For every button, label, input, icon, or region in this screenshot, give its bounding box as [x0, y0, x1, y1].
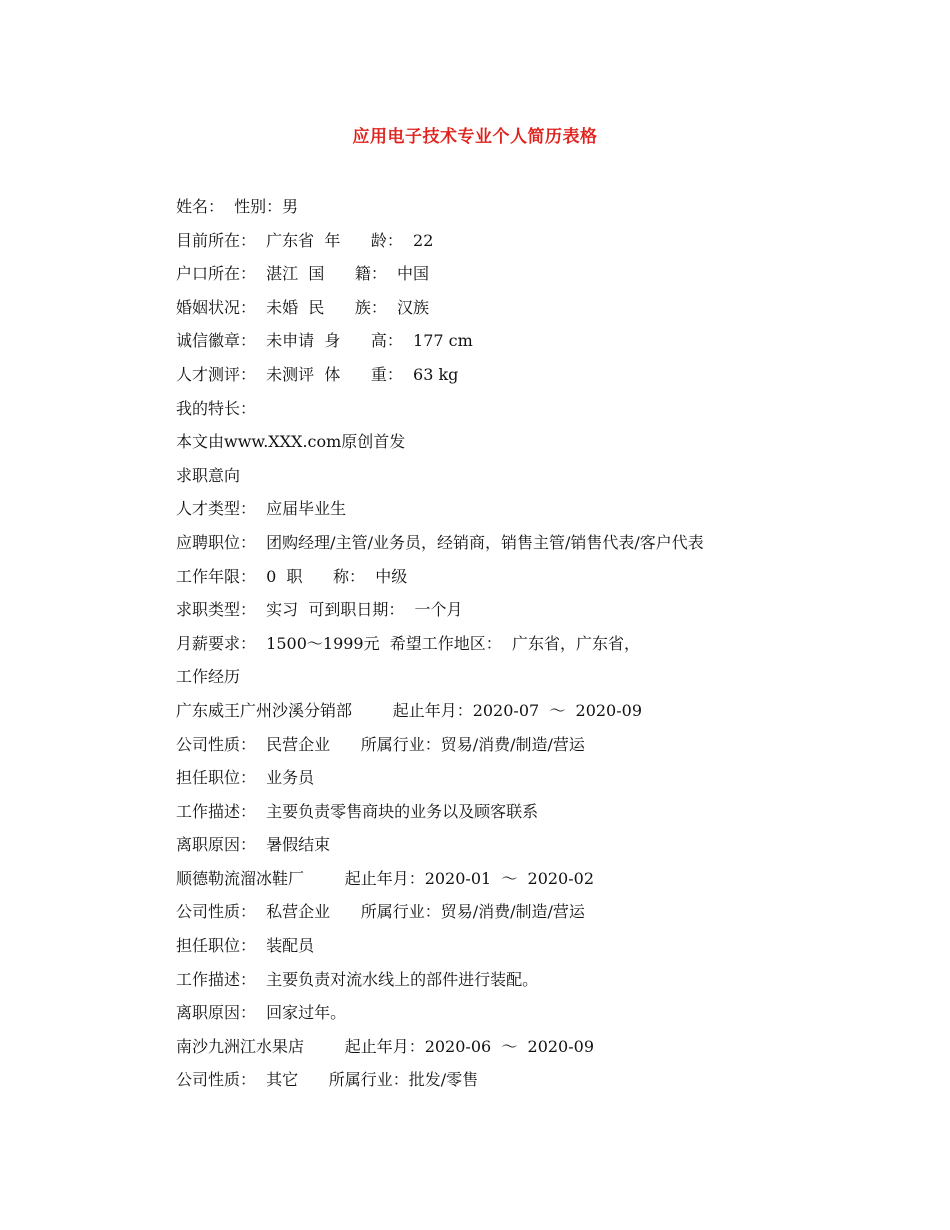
line-job2-description: 工作描述： 主要负责对流水线上的部件进行装配。	[176, 969, 539, 989]
line-job2-company: 顺德勒流溜冰鞋厂 起止年月：2020-01 ～ 2020-02	[176, 868, 595, 888]
line-talent-type: 人才类型： 应届毕业生	[176, 499, 347, 519]
line-job3-nature: 公司性质： 其它 所属行业：批发/零售	[176, 1070, 479, 1090]
line-job1-position: 担任职位： 业务员	[176, 768, 315, 788]
line-location-age: 目前所在： 广东省 年 龄： 22	[176, 230, 434, 250]
section-heading-job-intention: 求职意向	[176, 465, 241, 485]
line-hukou-nationality: 户口所在： 湛江 国 籍： 中国	[176, 264, 430, 284]
line-job1-company: 广东威王广州沙溪分销部 起止年月：2020-07 ～ 2020-09	[176, 700, 643, 720]
line-job2-nature: 公司性质： 私营企业 所属行业：贸易/消费/制造/营运	[176, 902, 585, 922]
line-name-gender: 姓名： 性别：男	[176, 197, 299, 216]
line-badge-height: 诚信徽章： 未申请 身 高： 177 cm	[176, 331, 473, 351]
line-job-type-availability: 求职类型： 实习 可到职日期： 一个月	[176, 600, 463, 620]
line-job3-company: 南沙九洲江水果店 起止年月：2020-06 ～ 2020-09	[176, 1036, 595, 1056]
line-experience-title: 工作年限： 0 职 称： 中级	[176, 566, 408, 586]
line-source-note: 本文由www.XXX.com原创首发	[176, 432, 406, 452]
line-marital-ethnicity: 婚姻状况： 未婚 民 族： 汉族	[176, 297, 430, 317]
line-job2-leave-reason: 离职原因： 回家过年。	[176, 1003, 347, 1023]
line-job2-position: 担任职位： 装配员	[176, 936, 315, 956]
document-body	[176, 190, 896, 1097]
line-specialty: 我的特长：	[176, 398, 257, 418]
line-applied-positions: 应聘职位： 团购经理/主管/业务员，经销商，销售主管/销售代表/客户代表	[176, 532, 704, 552]
line-assessment-weight: 人才测评： 未测评 体 重： 63 kg	[176, 364, 459, 384]
document-title: 应用电子技术专业个人简历表格	[352, 127, 598, 147]
line-job1-nature: 公司性质： 民营企业 所属行业：贸易/消费/制造/营运	[176, 734, 585, 754]
line-job1-description: 工作描述： 主要负责零售商块的业务以及顾客联系	[176, 801, 539, 821]
line-job1-leave-reason: 离职原因： 暑假结束	[176, 835, 331, 855]
line-salary-region: 月薪要求： 1500～1999元 希望工作地区： 广东省，广东省，	[176, 633, 640, 653]
section-heading-work-experience: 工作经历	[176, 667, 241, 687]
